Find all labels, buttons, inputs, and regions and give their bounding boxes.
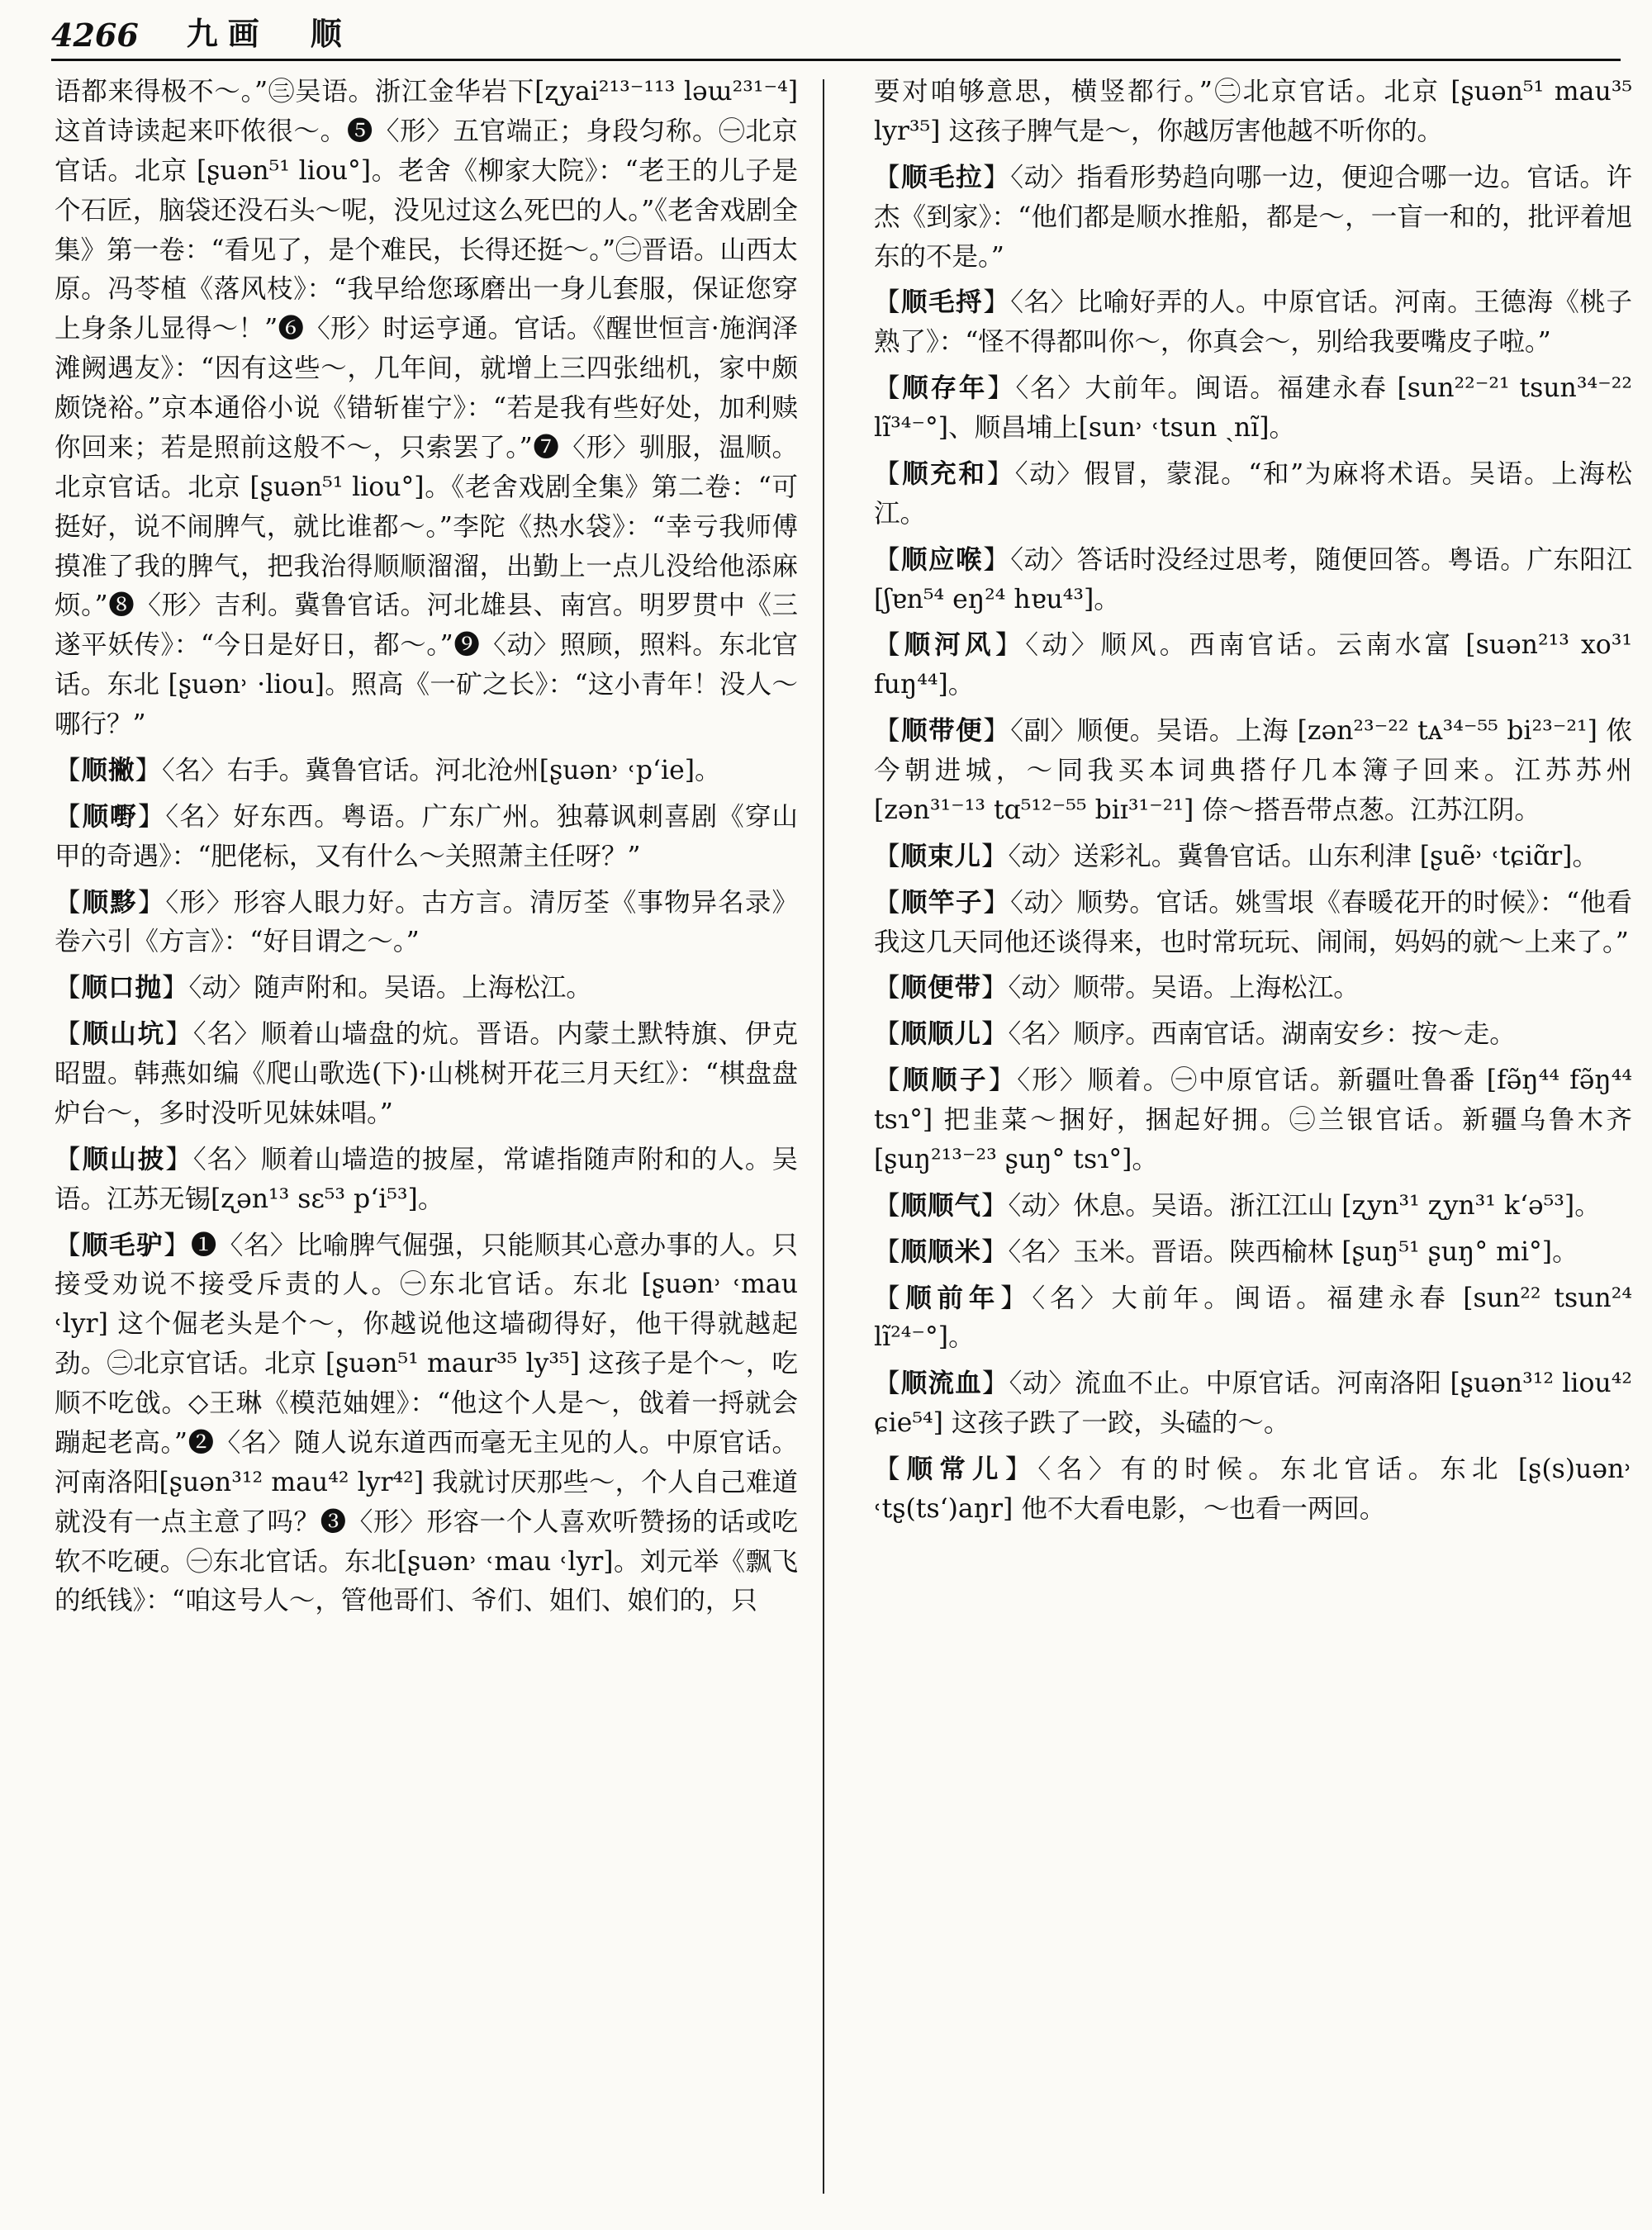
right-column bbox=[874, 73, 1632, 2218]
right-entry-list bbox=[874, 158, 1632, 1530]
left-entry-list bbox=[55, 751, 798, 1621]
dictionary-entry bbox=[55, 797, 798, 877]
entry-headword: 【顺顺儿】 bbox=[874, 1018, 1009, 1050]
entry-definition: 〈动〉答话时没经过思考，随便回答。粤语。广东阳江[ʃɐn⁵⁴ eŋ²⁴ hɐu⁴³]。 bbox=[874, 544, 1632, 614]
entry-definition: 〈动〉顺带。吴语。上海松江。 bbox=[1008, 973, 1360, 1004]
entry-definition: 〈名〉顺序。西南官话。湖南安乡：按～走。 bbox=[1008, 1019, 1516, 1050]
entry-headword: 【顺便带】 bbox=[874, 972, 1009, 1004]
entry-headword: 【顺毛捋】 bbox=[874, 287, 1011, 318]
entry-definition: ❶〈名〉比喻脾气倔强，只能顺其心意办事的人。只接受劝说不接受斥责的人。㊀东北官话。东北 [ʂuən˒ ˓mau ˓lyr] 这个倔老头是个～，你越说他这墙砌得好，他干得就越起劲。㊁北京官话。北京 [ʂuən⁵¹ maur³⁵ ly³⁵] 这孩子是个～，吃顺不吃戗。◇王琳《模范妯娌》：“他这个人是～，戗着一捋就会蹦起老高。”❷〈名〉随人说东道西而毫无主见的人。中原官话。河南洛阳[ʂuən³¹² mau⁴² lyr⁴²] 我就讨厌那些～，个人自己难道就没有一点主意了吗？❸〈形〉形容一个人喜欢听赞扬的话或吃软不吃硬。㊀东北官话。东北[ʂuən˒ ˓mau ˓lyr]。刘元举《飘飞的纸钱》：“咱这号人～，管他哥们、爷们、姐们、娘们的，只 bbox=[55, 1230, 798, 1616]
entry-definition: 〈名〉右手。冀鲁官话。河北沧州[ʂuən˒ ˓p‘ie]。 bbox=[162, 755, 721, 785]
dictionary-entry bbox=[874, 837, 1632, 877]
entry-headword: 【顺流血】 bbox=[874, 1368, 1009, 1399]
entry-definition: 〈形〉形容人眼力好。古方言。清厉荃《事物异名录》卷六引《方言》：“好目谓之～。” bbox=[55, 887, 798, 957]
column-divider bbox=[823, 79, 824, 2194]
entry-definition: 〈名〉好东西。粤语。广东广州。独幕讽刺喜剧《穿山甲的奇遇》：“肥佬标，又有什么～关照萧主任呀？” bbox=[55, 801, 798, 871]
entry-headword: 【顺毛拉】 bbox=[874, 161, 1011, 192]
entry-headword: 【顺充和】 bbox=[874, 458, 1015, 489]
entry-headword: 【顺山坑】 bbox=[55, 1018, 193, 1050]
entry-definition: 〈名〉玉米。晋语。陕西榆林 [ʂuŋ⁵¹ ʂuŋ° mi°]。 bbox=[1008, 1236, 1578, 1267]
dictionary-entry bbox=[874, 158, 1632, 278]
entry-headword: 【顺毛驴】 bbox=[55, 1229, 191, 1260]
dictionary-entry bbox=[874, 454, 1632, 534]
entry-headword: 【顺带便】 bbox=[874, 715, 1011, 747]
entry-definition: 〈动〉随声附和。吴语。上海松江。 bbox=[188, 973, 592, 1004]
dictionary-entry bbox=[55, 1226, 798, 1622]
entry-headword: 【顺顺子】 bbox=[874, 1065, 1018, 1096]
dictionary-entry bbox=[55, 1014, 798, 1134]
entry-headword: 【顺河风】 bbox=[874, 629, 1026, 661]
dictionary-entry bbox=[874, 1014, 1632, 1055]
dictionary-entry bbox=[55, 1140, 798, 1220]
entry-headword: 【顺撇】 bbox=[55, 754, 163, 785]
dictionary-entry bbox=[874, 282, 1632, 363]
entry-headword: 【顺黟】 bbox=[55, 886, 166, 918]
entry-headword: 【顺口抛】 bbox=[55, 972, 189, 1004]
continuation-text: 语都来得极不～。”㊂吴语。浙江金华岩下[ʐyai²¹³⁻¹¹³ ləɯ²³¹⁻⁴] 这首诗读起来吓侬很～。❺〈形〉五官端正；身段匀称。㊀北京官话。北京 [ʂuən⁵¹ liou°]。老舍《柳家大院》：“老王的儿子是个石匠，脑袋还没石头～呢，没见过这么死巴的人。”《老舍戏剧全集》第一卷：“看见了，是个难民，长得还挺～。”㊁晋语。山西太原。冯苓植《落风枝》：“我早给您琢磨出一身儿套服，保证您穿上身条儿显得～！”❻〈形〉时运亨通。官话。《醒世恒言·施润泽滩阙遇友》：“因有这些～，几年间，就增上三四张绌机，家中颇颇饶裕。”京本通俗小说《错斩崔宁》：“若是我有些好处，加利赎你回来；若是照前这般不～，只索罢了。”❼〈形〉驯服，温顺。北京官话。北京 [ʂuən⁵¹ liou°]。《老舍戏剧全集》第二卷：“可挺好，说不闹脾气，就比谁都～。”李陀《热水袋》：“幸亏我师傅摸准了我的脾气，把我治得顺顺溜溜，出勤上一点儿没给他添麻烦。”❽〈形〉吉利。冀鲁官话。河北雄县、南宫。明罗贯中《三遂平妖传》：“今日是好日，都～。”❾〈动〉照顾，照料。东北官话。东北 [ʂuən˒ ·liou]。照高《一矿之长》：“这小青年！没人～哪行？” bbox=[55, 77, 798, 739]
dictionary-entry bbox=[874, 1186, 1632, 1226]
dictionary-entry bbox=[874, 968, 1632, 1008]
entry-headword: 【顺山披】 bbox=[55, 1143, 193, 1174]
dictionary-entry bbox=[55, 883, 798, 963]
dictionary-entry bbox=[55, 751, 798, 791]
dictionary-entry bbox=[874, 1364, 1632, 1444]
entry-headword: 【顺顺气】 bbox=[874, 1189, 1009, 1221]
dictionary-entry bbox=[874, 711, 1632, 831]
dictionary-entry bbox=[874, 883, 1632, 963]
dictionary-entry bbox=[874, 540, 1632, 620]
entry-definition: 〈动〉顺势。官话。姚雪垠《春暖花开的时候》：“他看我这几天同他还谈得来，也时常玩玩、闹闹，妈妈的就～上来了。” bbox=[874, 887, 1632, 957]
dictionary-entry bbox=[874, 625, 1632, 705]
page-header bbox=[51, 15, 1621, 61]
dictionary-entry bbox=[874, 368, 1632, 448]
dictionary-entry bbox=[874, 1232, 1632, 1273]
entry-definition: 〈动〉顺风。西南官话。云南水富 [suən²¹³ xo³¹ fuŋ⁴⁴]。 bbox=[874, 630, 1632, 700]
entry-definition: 〈副〉顺便。吴语。上海 [zən²³⁻²² tᴀ³⁴⁻⁵⁵ bi²³⁻²¹] 侬今朝进城，～同我买本词典搭仔几本簿子回来。江苏苏州 [zən³¹⁻¹³ tɑ⁵¹²⁻⁵⁵ biɪ³¹⁻²¹] 倷～搭吾带点葱。江苏江阴。 bbox=[874, 716, 1632, 825]
entry-headword: 【顺顺米】 bbox=[874, 1236, 1009, 1267]
entry-definition: 〈名〉有的时候。东北官话。东北 [ʂ(s)uən˒ ˓tʂ(ts‘)aŋr] 他不大看电影，～也看一两回。 bbox=[874, 1454, 1632, 1524]
entry-definition: 〈形〉顺着。㊀中原官话。新疆吐鲁番 [fə̃ŋ⁴⁴ fə̃ŋ⁴⁴ tsɿ°] 把韭菜～捆好，捆起好拥。㊁兰银官话。新疆乌鲁木齐 [ʂuŋ²¹³⁻²³ ʂuŋ° tsɿ°]。 bbox=[874, 1065, 1632, 1174]
entry-definition: 〈动〉休息。吴语。浙江江山 [ʐyn³¹ ʐyn³¹ k‘ə⁵³]。 bbox=[1008, 1190, 1601, 1221]
entry-definition: 〈名〉大前年。闽语。福建永春 [sun²² tsun²⁴ lĩ²⁴⁻°]。 bbox=[874, 1283, 1632, 1353]
entry-headword: 【顺存年】 bbox=[874, 372, 1016, 404]
entry-definition: 〈名〉顺着山墙盘的炕。晋语。内蒙土默特旗、伊克昭盟。韩燕如编《爬山歌选(下)·山桃树开花三月天红》：“棋盘盘炉台～，多时没听见妹妹唱。” bbox=[55, 1019, 798, 1128]
entry-headword: 【顺嘢】 bbox=[55, 800, 166, 832]
continuation-text: 要对咱够意思，横竖都行。”㊁北京官话。北京 [ʂuən⁵¹ mau³⁵ lyr³⁵] 这孩子脾气是～，你越厉害他越不听你的。 bbox=[874, 77, 1632, 146]
page-number: 4266 bbox=[51, 17, 139, 54]
entry-headword: 【顺应喉】 bbox=[874, 543, 1011, 575]
running-head: 九画 顺 bbox=[186, 15, 352, 52]
entry-headword: 【顺束儿】 bbox=[874, 840, 1009, 871]
entry-definition: 〈动〉送彩礼。冀鲁官话。山东利津 [ʂuẽ˒ ˓tɕiɑ̃r]。 bbox=[1008, 841, 1598, 871]
dictionary-entry bbox=[55, 968, 798, 1008]
entry-definition: 〈动〉流血不止。中原官话。河南洛阳 [ʂuən³¹² liou⁴² ɕie⁵⁴] 这孩子跌了一跤，头磕的～。 bbox=[874, 1369, 1632, 1439]
entry-headword: 【顺常儿】 bbox=[874, 1454, 1038, 1484]
dictionary-entry bbox=[874, 1279, 1632, 1359]
entry-headword: 【顺前年】 bbox=[874, 1282, 1032, 1313]
entry-headword: 【顺竿子】 bbox=[874, 886, 1011, 918]
entry-definition: 〈名〉比喻好弄的人。中原官话。河南。王德海《桃子熟了》：“怪不得都叫你～，你真会～，别给我要嘴皮子啦。” bbox=[874, 287, 1632, 358]
entry-definition: 〈名〉顺着山墙造的披屋，常谑指随声附和的人。吴语。江苏无锡[ʐən¹³ sɛ⁵³ p‘i⁵³]。 bbox=[55, 1144, 798, 1214]
dictionary-entry bbox=[874, 1450, 1632, 1530]
entry-definition: 〈动〉指看形势趋向哪一边，便迎合哪一边。官话。许杰《到家》：“他们都是顺水推船，都是～，一盲一和的，批评着旭东的不是。” bbox=[874, 162, 1632, 272]
dictionary-entry bbox=[874, 1060, 1632, 1180]
entry-definition: 〈名〉大前年。闽语。福建永春 [sun²²⁻²¹ tsun³⁴⁻²² lĩ³⁴⁻°]、顺昌埔上[sun˒ ˓tsun ˎnĩ]。 bbox=[874, 373, 1632, 443]
left-column bbox=[55, 73, 798, 2218]
entry-definition: 〈动〉假冒，蒙混。“和”为麻将术语。吴语。上海松江。 bbox=[874, 458, 1632, 529]
